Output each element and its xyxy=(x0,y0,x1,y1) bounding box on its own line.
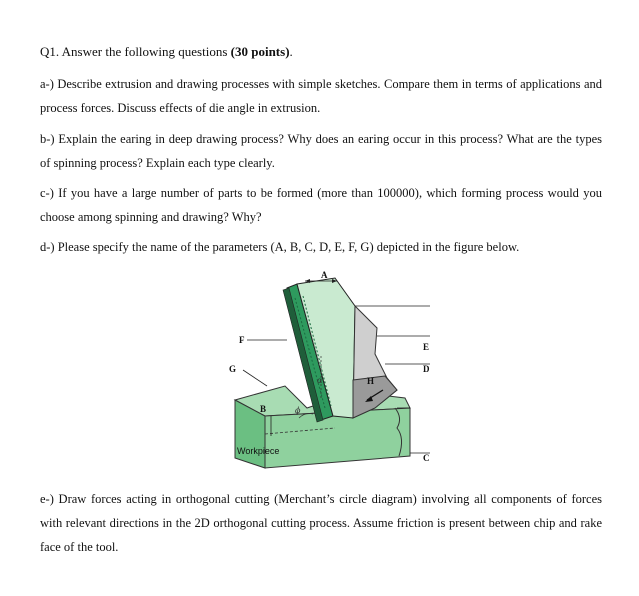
label-phi: ϕ xyxy=(295,406,301,415)
label-b: B xyxy=(260,404,267,414)
part-d-text: d-) Please specify the name of the parameters (A, B, C, D, E, F, G) depicted in the figure below. xyxy=(40,240,520,254)
label-g: G xyxy=(229,364,237,374)
label-workpiece: Workpiece xyxy=(237,446,280,456)
question-title-main: Q1. Answer the following questions xyxy=(40,44,231,59)
label-e: E xyxy=(423,342,430,352)
leader-g xyxy=(243,370,267,386)
question-title xyxy=(40,44,293,60)
label-f: F xyxy=(239,335,245,345)
label-a: A xyxy=(321,270,328,280)
orthogonal-cutting-figure xyxy=(225,268,440,478)
cutting-diagram xyxy=(225,268,440,478)
part-a-text: a-) Describe extrusion and drawing processes with simple sketches. Compare them in terms of applications and process forces. Discuss effects of die angle in extrusion. xyxy=(40,77,602,115)
part-c-text: c-) If you have a large number of parts to be formed (more than 100000), which forming process would you choose among spinning and drawing? Why? xyxy=(40,186,602,224)
label-c: C xyxy=(423,453,430,463)
workpiece-body xyxy=(265,408,410,468)
label-h: H xyxy=(367,376,375,386)
label-alpha: α xyxy=(317,376,323,385)
question-title-end: . xyxy=(289,44,293,59)
label-d: D xyxy=(423,364,430,374)
question-points: (30 points) xyxy=(230,44,290,59)
part-b-text: b-) Explain the earing in deep drawing process? Why does an earing occur in this process? What are the types of spinning process? Explain each type clearly. xyxy=(40,132,602,170)
part-e-text: e-) Draw forces acting in orthogonal cutting (Merchant’s circle diagram) involving all components of forces with relevant directions in the 2D orthogonal cutting process. Assume friction is present between chip and rake face of the tool. xyxy=(40,492,602,554)
